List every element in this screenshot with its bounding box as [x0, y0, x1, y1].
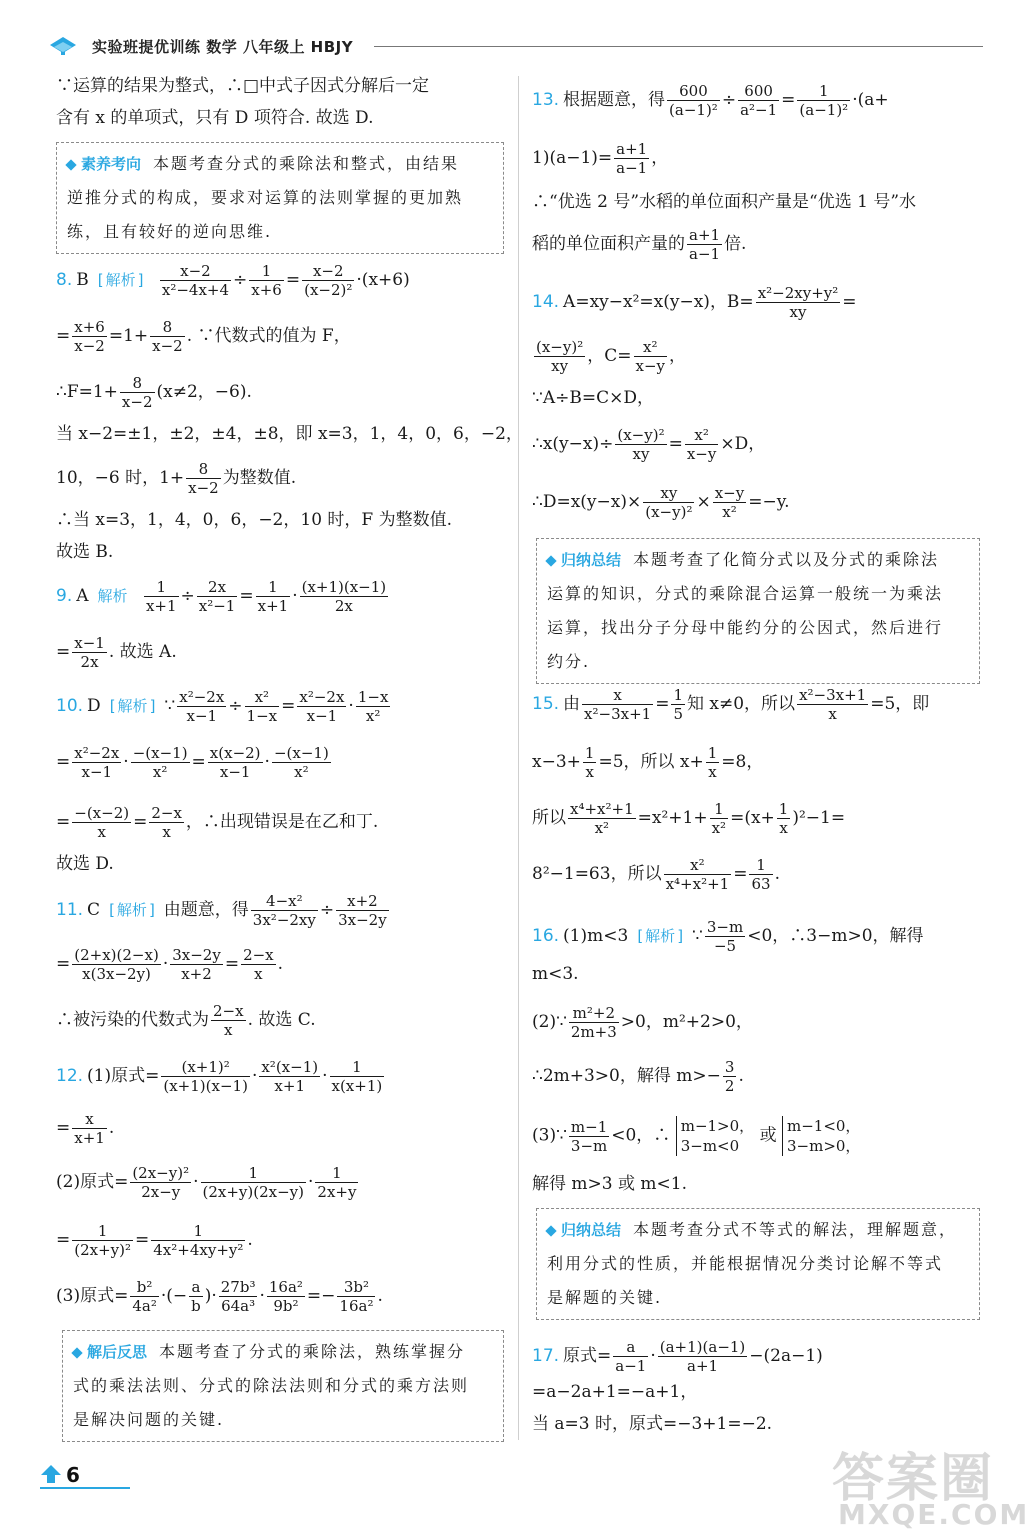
fraction: $\frac{1-x}{\text{x²}}$ [357, 688, 389, 725]
fraction: $\frac{1}{x(x+1)}$ [331, 1058, 383, 1095]
math-line: x−3+ $\frac{1}{x}$ =5，所以 x+ $\frac{1}{x}$ =8， [532, 744, 764, 781]
fraction: $\frac{\text{x²−2x}}{x-1}$ [179, 688, 225, 725]
book-logo-icon [48, 34, 78, 56]
fraction: $\frac{1}{\text{(2x+y)²}}$ [74, 1222, 132, 1259]
arrow-up-icon [40, 1463, 62, 1485]
fraction: $\frac{-(x-1)}{\text{x²}}$ [273, 744, 329, 781]
note-label: 归纳总结 [561, 1221, 622, 1239]
text-line: 当 x−2=±1，±2，±4，±8，即 x=3，1，4，0，6，−2， [56, 424, 523, 444]
fraction: $\frac{600}{\text{(a−1)²}}$ [669, 82, 718, 119]
text-line: 解得 m>3 或 m<1. [532, 1174, 687, 1194]
fraction: $\frac{\text{4−x²}}{\text{3x²−2xy}}$ [252, 892, 316, 929]
fraction: $\frac{x+6}{x-2}$ [74, 318, 105, 355]
math-line: = $\frac{\text{x²−2x}}{x-1}$ · $\frac{-(x-1)}{\text{x²}}$ = $\frac{x(x-2)}{x-1}$ · $\frac{-(x-1)}{\text{x²}}$ [56, 744, 329, 781]
fraction: $\frac{1}{x}$ [707, 744, 718, 781]
math-line: 8²−1=63，所以 $\frac{\text{x²}}{\text{x⁴+x²+1}}$ = $\frac{1}{63}$ . [532, 856, 780, 893]
fraction: $\frac{8}{x-2}$ [152, 318, 183, 355]
note-box-reflection: 解后反思 本题考查了分式的乘除法，熟练掌握分 式的乘法法则、分式的除法法则和分式的乘方法则 是解决问题的关键. [62, 1330, 504, 1442]
analysis-tag: [ 解析 ] [106, 903, 158, 918]
math-line: ∴2m+3>0，解得 m>− $\frac{3}{2}$ . [532, 1058, 744, 1095]
fraction: $\frac{1}{\text{4x²+4xy+y²}}$ [153, 1222, 244, 1259]
fraction: $\frac{\text{x²−2x}}{x-1}$ [299, 688, 345, 725]
text-line: =a−2a+1=−a+1， [532, 1382, 698, 1402]
text-line: 故选 B. [56, 542, 114, 562]
fraction: $\frac{x+2}{3x-2y}$ [338, 892, 387, 929]
answer: B [76, 270, 89, 290]
note-text: 逆推分式的构成，要求对运算的法则掌握的更加熟 [67, 188, 464, 207]
bullet-icon [71, 1347, 82, 1358]
analysis-tag: [ 解析 ] [95, 273, 147, 288]
fraction: $\frac{2x}{\text{x²−1}}$ [198, 578, 236, 615]
fraction: $\frac{600}{\text{a²−1}}$ [740, 82, 778, 119]
analysis-tag: [ 解析 ] [634, 929, 686, 944]
fraction: $\frac{\text{x²−2x}}{x-1}$ [74, 744, 120, 781]
fraction: $\frac{\text{(2x−y)²}}{2x-y}$ [132, 1164, 190, 1201]
text-line: ∴当 x=3，1，4，0，6，−2，10 时，F 为整数值. [56, 510, 453, 530]
header-rule [374, 46, 983, 47]
question-9: 9. A 解析 $\frac{1}{x+1}$ ÷ $\frac{2x}{\text{x²−1}}$ = $\frac{1}{x+1}$ · $\frac{(x+1)(x-1)}{2x}$ [56, 578, 387, 615]
fraction: $\frac{-(x-1)}{\text{x²}}$ [132, 744, 188, 781]
fraction: $\frac{3-m}{-5}$ [706, 918, 744, 955]
question-number: 8. [56, 270, 73, 290]
fraction: $\frac{1}{x+1}$ [257, 578, 289, 615]
math-line: ∴F=1+ $\frac{8}{x-2}$ (x≠2，−6). [56, 374, 252, 411]
math-line: 所以 $\frac{\text{x⁴+x²+1}}{\text{x²}}$ =x²+1+ $\frac{1}{\text{x²}}$ =(x+ $\frac{1}{x}$ )²−1= [532, 800, 846, 837]
question-10: 10. D[ 解析 ] ∵ $\frac{\text{x²−2x}}{x-1}$ ÷ $\frac{\text{x²}}{1-x}$ = $\frac{\text{x²−2x}}{x-1}$ · $\frac{1-x}{\text{x²}}$ [56, 688, 392, 725]
fraction: $\frac{m-1}{3-m}$ [570, 1117, 608, 1155]
text-line: ∵A÷B=C×D， [532, 388, 654, 408]
bullet-icon [545, 1225, 556, 1236]
page-header [48, 32, 983, 58]
note-box-summary: 归纳总结 本题考查了化简分式以及分式的乘除法 运算的知识，分式的乘除混合运算一般统一为乘法 运算，找出分子分母中能约分的公因式，然后进行 约分. [536, 538, 980, 684]
math-line: 10，−6 时，1+ $\frac{8}{x-2}$ 为整数值. [56, 460, 297, 497]
fraction: $\frac{8}{x-2}$ [188, 460, 219, 497]
fraction: $\frac{\text{x²(x−1)}}{x+1}$ [261, 1058, 319, 1095]
note-box-suyang [56, 142, 504, 254]
fraction: $\frac{1}{\text{x²}}$ [711, 800, 727, 837]
book-title: 实验班提优训练 数学 八年级上 HBJY [92, 38, 354, 56]
fraction: $\frac{\text{x²}}{x-y}$ [686, 426, 717, 463]
math-line: = $\frac{1}{\text{(2x+y)²}}$ = $\frac{1}{\text{4x²+4xy+y²}}$ . [56, 1222, 253, 1259]
math-line: $\frac{\text{(x−y)²}}{xy}$ ，C= $\frac{\text{x²}}{x-y}$ ， [536, 338, 687, 375]
page-number-underline [40, 1487, 130, 1489]
analysis-tag: 解析 [97, 587, 128, 605]
fraction: $\frac{2-x}{x}$ [243, 946, 274, 983]
fraction: $\frac{\text{(x−y)²}}{xy}$ [536, 338, 584, 375]
fraction: $\frac{xy}{\text{(x−y)²}}$ [645, 484, 693, 521]
fraction: $\frac{\text{m²+2}}{2m+3}$ [570, 1004, 617, 1041]
text-line: 故选 D. [56, 854, 114, 874]
question-16: 16. (1)m<3[ 解析 ] ∵ $\frac{3-m}{-5}$ <0，∴3−m>0，解得 [532, 918, 924, 955]
text-line: ∵运算的结果为整式，∴□中式子因式分解后一定 [56, 76, 430, 96]
fraction: $\frac{3}{2}$ [724, 1058, 735, 1095]
fraction: $\frac{1}{(2x+y)(2x-y)}$ [202, 1164, 304, 1201]
fraction: $\frac{\text{x²}}{\text{x⁴+x²+1}}$ [665, 856, 730, 893]
fraction: $\frac{8}{x-2}$ [121, 374, 153, 411]
fraction: $\frac{1}{5}$ [673, 686, 683, 723]
math-line: (2)原式= $\frac{\text{(2x−y)²}}{2x-y}$ · $\frac{1}{(2x+y)(2x-y)}$ · $\frac{1}{2x+y}$ [56, 1164, 357, 1201]
fraction: $\frac{\text{x²−2xy+y²}}{xy}$ [757, 284, 839, 321]
fraction: $\frac{\text{16a²}}{\text{9b²}}$ [268, 1278, 303, 1315]
fraction: $\frac{1}{x}$ [584, 744, 595, 781]
fraction: $\frac{\text{x⁴+x²+1}}{\text{x²}}$ [570, 800, 634, 837]
math-line: = $\frac{x-1}{2x}$ . 故选 A. [56, 634, 177, 671]
fraction: $\frac{\text{3b²}}{\text{16a²}}$ [339, 1278, 374, 1315]
question-14: 14. A=xy−x²=x(y−x)，B= $\frac{\text{x²−2xy+y²}}{xy}$ = [532, 284, 857, 321]
note-text: 练，且有较好的逆向思维. [67, 222, 273, 241]
system-brace: m−1<0， 3−m>0， [782, 1116, 860, 1156]
fraction: $\frac{(x+1)(x-1)}{2x}$ [301, 578, 387, 615]
fraction: $\frac{\text{27b³}}{\text{64a³}}$ [220, 1278, 256, 1315]
math-line: ∴D=x(y−x)× $\frac{xy}{\text{(x−y)²}}$ × $\frac{x-y}{\text{x²}}$ =−y. [532, 484, 790, 521]
fraction: $\frac{\text{(x−y)²}}{xy}$ [617, 426, 665, 463]
math-line: 1)(a−1)= $\frac{a+1}{a-1}$ ， [532, 140, 669, 177]
fraction: $\frac{\text{x²}}{x-y}$ [635, 338, 666, 375]
watermark-logo: 答案圈 MXQE.COM [832, 1449, 1029, 1531]
math-line: = $\frac{(2+x)(2-x)}{x(3x-2y)}$ · $\frac{3x-2y}{x+2}$ = $\frac{2-x}{x}$ . [56, 946, 284, 983]
fraction: $\frac{x-1}{2x}$ [74, 634, 105, 671]
note-box-summary-2: 归纳总结 本题考查分式不等式的解法，理解题意， 利用分式的性质，并能根据情况分类讨论解不等式 是解题的关键. [536, 1208, 980, 1320]
math-line: (2)∵ $\frac{\text{m²+2}}{2m+3}$ >0，m²+2>0， [532, 1004, 753, 1041]
system-brace: m−1>0， 3−m<0 [676, 1116, 754, 1156]
math-line: ∴被污染的代数式为 $\frac{2-x}{x}$ . 故选 C. [56, 1002, 316, 1039]
question-8: 8. B[ 解析 ] $\frac{x-2}{\text{x²−4x+4}}$ ÷ $\frac{1}{x+6}$ = $\frac{x-2}{\text{(x−2)²}}$ ·(x+6) [56, 262, 410, 299]
fraction: $\frac{x(x-2)}{x-1}$ [209, 744, 261, 781]
fraction: $\frac{\text{b²}}{\text{4a²}}$ [132, 1278, 157, 1315]
fraction: $\frac{x-2}{\text{(x−2)²}}$ [304, 262, 353, 299]
question-15: 15. 由 $\frac{x}{\text{x²−3x+1}}$ = $\frac{1}{5}$ 知 x≠0，所以 $\frac{\text{x²−3x+1}}{x}$ =5，即 [532, 686, 930, 723]
fraction: $\frac{a+1}{a-1}$ [616, 140, 648, 177]
question-11: 11. C[ 解析 ] 由题意，得 $\frac{\text{4−x²}}{\text{3x²−2xy}}$ ÷ $\frac{x+2}{3x-2y}$ [56, 892, 391, 929]
fraction: $\frac{\text{x²}}{1-x}$ [246, 688, 278, 725]
text-line: 含有 x 的单项式，只有 D 项符合. 故选 D. [56, 108, 374, 128]
fraction: $\frac{3x-2y}{x+2}$ [172, 946, 221, 983]
fraction: $\frac{x}{\text{x²−3x+1}}$ [584, 686, 652, 723]
math-line: 稻的单位面积产量的 $\frac{a+1}{a-1}$ 倍. [532, 226, 747, 263]
page-number: 6 [40, 1460, 90, 1488]
fraction: $\frac{2-x}{x}$ [213, 1002, 244, 1039]
text-line: 当 a=3 时，原式=−3+1=−2. [532, 1414, 773, 1434]
fraction: $\frac{(a+1)(a-1)}{a+1}$ [659, 1338, 746, 1375]
fraction: $\frac{x-2}{\text{x²−4x+4}}$ [161, 262, 230, 299]
fraction: $\frac{-(x-2)}{x}$ [74, 804, 130, 841]
fraction: $\frac{x-y}{\text{x²}}$ [714, 484, 745, 521]
fraction: $\frac{1}{2x+y}$ [317, 1164, 357, 1201]
fraction: $\frac{(2+x)(2-x)}{x(3x-2y)}$ [74, 946, 159, 983]
question-17: 17. 原式= $\frac{a}{a-1}$ · $\frac{(a+1)(a-1)}{a+1}$ −(2a−1) [532, 1338, 823, 1375]
fraction: $\frac{1}{\text{(a−1)²}}$ [799, 82, 849, 119]
fraction: $\frac{a}{b}$ [191, 1278, 201, 1315]
fraction: $\frac{1}{63}$ [751, 856, 771, 893]
fraction: $\frac{\text{(x+1)²}}{(x+1)(x-1)}$ [163, 1058, 248, 1095]
fraction: $\frac{1}{x}$ [778, 800, 789, 837]
fraction: $\frac{a}{a-1}$ [615, 1338, 647, 1375]
math-line: ∴x(y−x)÷ $\frac{\text{(x−y)²}}{xy}$ = $\frac{\text{x²}}{x-y}$ ×D， [532, 426, 766, 463]
question-13: 13. 根据题意，得 $\frac{600}{\text{(a−1)²}}$ ÷ $\frac{600}{\text{a²−1}}$ = $\frac{1}{\text{(a−1)²}}$ ·(a+ [532, 82, 889, 119]
fraction: $\frac{1}{x+6}$ [251, 262, 282, 299]
text-line: ∴“优选 2 号”水稻的单位面积产量是“优选 1 号”水 [532, 192, 917, 212]
math-line: (3)原式= $\frac{\text{b²}}{\text{4a²}}$ ·(− $\frac{a}{b}$ )· $\frac{\text{27b³}}{\text{64a³}}$ · $\frac{\text{16a²}}{\text{9b²}}$ =− $\frac{\text{3b²}}{\text{16a²}}$ . [56, 1278, 383, 1315]
note-label: 归纳总结 [561, 551, 622, 569]
analysis-tag: [ 解析 ] [107, 699, 159, 714]
fraction: $\frac{a+1}{a-1}$ [689, 226, 721, 263]
fraction: $\frac{\text{x²−3x+1}}{x}$ [799, 686, 867, 723]
bullet-icon [65, 159, 76, 170]
text-line: m<3. [532, 964, 579, 984]
note-label: 素养考向 [81, 155, 142, 173]
note-text: 本题考查分式的乘除法和整式，由结果 [153, 154, 460, 173]
fraction: $\frac{x}{x+1}$ [74, 1110, 105, 1147]
fraction: $\frac{1}{x+1}$ [145, 578, 177, 615]
question-12: 12. (1)原式= $\frac{\text{(x+1)²}}{(x+1)(x-1)}$ · $\frac{\text{x²(x−1)}}{x+1}$ · $\frac{1}{x(x+1)}$ [56, 1058, 383, 1095]
column-divider [518, 76, 519, 1440]
math-line: = $\frac{-(x-2)}{x}$ = $\frac{2-x}{x}$ ，∴出现错误是在乙和丁. [56, 804, 379, 841]
math-line: = $\frac{x}{x+1}$ . [56, 1110, 115, 1147]
math-line: = $\frac{x+6}{x-2}$ =1+ $\frac{8}{x-2}$ . ∵代数式的值为 F， [56, 318, 351, 355]
bullet-icon [545, 555, 556, 566]
note-label: 解后反思 [87, 1343, 148, 1361]
fraction: $\frac{2-x}{x}$ [151, 804, 182, 841]
math-line: (3)∵ $\frac{m-1}{3-m}$ <0，∴ m−1>0， 3−m<0 或 m−1<0， 3−m>0， [532, 1117, 861, 1155]
